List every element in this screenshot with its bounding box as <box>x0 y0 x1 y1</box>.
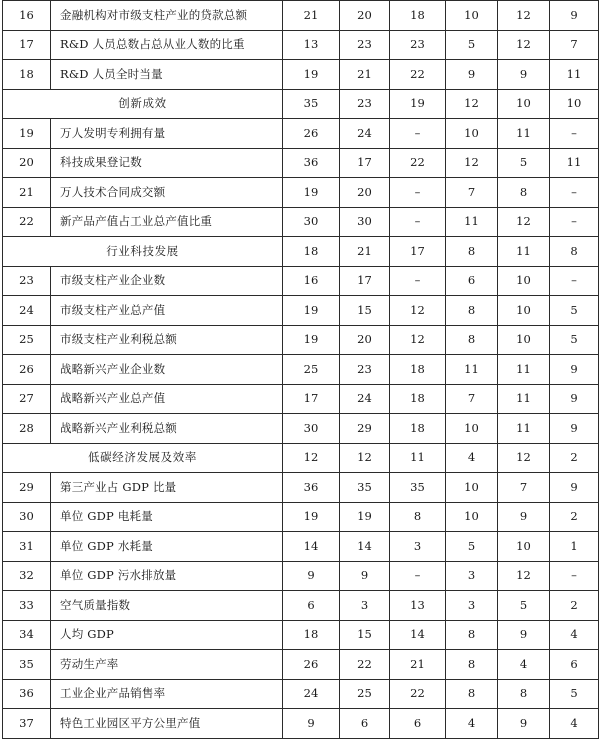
rank-cell: 10 <box>498 296 550 326</box>
rank-cell: 23 <box>340 355 390 385</box>
rank-cell: 8 <box>498 679 550 709</box>
rank-cell: 17 <box>340 148 390 178</box>
indicator-name: R&D 人员全时当量 <box>51 60 283 90</box>
rank-cell: 18 <box>283 237 340 267</box>
indicator-name: 市级支柱产业总产值 <box>51 296 283 326</box>
rank-cell: 12 <box>498 443 550 473</box>
rank-cell: 9 <box>498 60 550 90</box>
rank-cell: 11 <box>498 355 550 385</box>
rank-cell: 9 <box>550 414 599 444</box>
indicator-row <box>3 650 599 680</box>
rank-cell: 19 <box>283 296 340 326</box>
rank-cell: 10 <box>446 119 498 149</box>
rank-cell: 12 <box>390 325 446 355</box>
rank-cell: 17 <box>340 266 390 296</box>
rank-cell: 17 <box>283 384 340 414</box>
rank-cell: 9 <box>283 561 340 591</box>
indicator-name: 工业企业产品销售率 <box>51 679 283 709</box>
rank-cell: 12 <box>283 443 340 473</box>
rank-cell: 22 <box>340 650 390 680</box>
rank-cell: 20 <box>340 178 390 208</box>
rank-cell: 10 <box>446 473 498 503</box>
rank-cell: 21 <box>340 237 390 267</box>
rank-cell: 9 <box>340 561 390 591</box>
indicator-name: 单位 GDP 污水排放量 <box>51 561 283 591</box>
category-row <box>3 89 599 119</box>
rank-cell: 17 <box>390 237 446 267</box>
indicator-row <box>3 207 599 237</box>
rank-cell: – <box>390 561 446 591</box>
indicator-name: 单位 GDP 水耗量 <box>51 532 283 562</box>
rank-cell: 21 <box>283 1 340 31</box>
rank-cell: 18 <box>390 355 446 385</box>
rank-cell: 10 <box>498 325 550 355</box>
rank-cell: 10 <box>446 502 498 532</box>
rank-cell: 11 <box>498 119 550 149</box>
rank-cell: 29 <box>340 414 390 444</box>
category-name: 低碳经济发展及效率 <box>3 443 283 473</box>
rank-cell: – <box>550 119 599 149</box>
indicator-row <box>3 384 599 414</box>
rank-cell: 10 <box>498 89 550 119</box>
indicator-number: 34 <box>3 620 51 650</box>
indicator-number: 27 <box>3 384 51 414</box>
rank-cell: 7 <box>550 30 599 60</box>
rank-cell: 19 <box>390 89 446 119</box>
rank-cell: 24 <box>283 679 340 709</box>
indicator-name: 人均 GDP <box>51 620 283 650</box>
rank-cell: 18 <box>390 1 446 31</box>
rank-cell: 24 <box>340 384 390 414</box>
indicator-row <box>3 561 599 591</box>
rank-cell: 20 <box>340 1 390 31</box>
rank-cell: 9 <box>283 709 340 739</box>
indicator-number: 36 <box>3 679 51 709</box>
rank-cell: 21 <box>390 650 446 680</box>
rank-cell: 9 <box>498 620 550 650</box>
table-body <box>3 1 599 739</box>
rank-cell: 6 <box>283 591 340 621</box>
rank-cell: 10 <box>498 532 550 562</box>
rank-cell: 23 <box>340 89 390 119</box>
indicator-name: 劳动生产率 <box>51 650 283 680</box>
indicator-number: 37 <box>3 709 51 739</box>
rank-cell: 7 <box>446 178 498 208</box>
rank-cell: 18 <box>283 620 340 650</box>
rank-cell: 25 <box>340 679 390 709</box>
indicator-row <box>3 532 599 562</box>
indicator-row <box>3 620 599 650</box>
rank-cell: – <box>550 178 599 208</box>
rank-cell: 5 <box>498 591 550 621</box>
rank-cell: 35 <box>340 473 390 503</box>
rank-cell: – <box>390 119 446 149</box>
rank-cell: 6 <box>446 266 498 296</box>
indicator-name: 万人发明专利拥有量 <box>51 119 283 149</box>
rank-cell: 10 <box>550 89 599 119</box>
indicator-name: 特色工业园区平方公里产值 <box>51 709 283 739</box>
rank-cell: – <box>550 561 599 591</box>
rank-cell: 11 <box>498 384 550 414</box>
rank-cell: 13 <box>283 30 340 60</box>
rank-cell: 10 <box>498 266 550 296</box>
indicator-row <box>3 178 599 208</box>
rank-cell: 11 <box>550 148 599 178</box>
indicator-row <box>3 1 599 31</box>
indicator-name: 战略新兴产业企业数 <box>51 355 283 385</box>
rank-cell: 9 <box>498 502 550 532</box>
indicator-number: 24 <box>3 296 51 326</box>
rank-cell: 12 <box>498 561 550 591</box>
indicator-number: 23 <box>3 266 51 296</box>
rank-cell: 9 <box>550 384 599 414</box>
indicator-number: 30 <box>3 502 51 532</box>
rank-cell: 2 <box>550 591 599 621</box>
indicator-row <box>3 119 599 149</box>
rank-cell: 8 <box>390 502 446 532</box>
rank-cell: 19 <box>283 178 340 208</box>
rank-cell: 8 <box>498 178 550 208</box>
rank-cell: 3 <box>446 591 498 621</box>
rank-cell: 3 <box>390 532 446 562</box>
rank-cell: 36 <box>283 148 340 178</box>
rank-cell: 8 <box>446 237 498 267</box>
rank-cell: 23 <box>390 30 446 60</box>
rank-cell: 26 <box>283 119 340 149</box>
rank-cell: – <box>390 266 446 296</box>
indicator-number: 17 <box>3 30 51 60</box>
rank-cell: 5 <box>550 679 599 709</box>
rank-cell: 18 <box>390 384 446 414</box>
rank-cell: 5 <box>446 30 498 60</box>
indicator-row <box>3 502 599 532</box>
rank-cell: 4 <box>498 650 550 680</box>
rank-cell: 36 <box>283 473 340 503</box>
category-name: 创新成效 <box>3 89 283 119</box>
rank-cell: 22 <box>390 60 446 90</box>
rank-cell: 23 <box>340 30 390 60</box>
indicator-row <box>3 414 599 444</box>
rank-cell: 4 <box>446 443 498 473</box>
rank-cell: 12 <box>446 148 498 178</box>
indicator-name: R&D 人员总数占总从业人数的比重 <box>51 30 283 60</box>
indicator-name: 单位 GDP 电耗量 <box>51 502 283 532</box>
rank-cell: 9 <box>550 473 599 503</box>
indicator-name: 空气质量指数 <box>51 591 283 621</box>
category-row <box>3 237 599 267</box>
rank-cell: 4 <box>550 620 599 650</box>
rank-cell: 5 <box>498 148 550 178</box>
rank-cell: 8 <box>446 650 498 680</box>
rank-cell: 9 <box>446 60 498 90</box>
indicator-row <box>3 709 599 739</box>
indicator-number: 21 <box>3 178 51 208</box>
rank-cell: 20 <box>340 325 390 355</box>
indicator-name: 科技成果登记数 <box>51 148 283 178</box>
rank-cell: 13 <box>390 591 446 621</box>
rank-cell: 12 <box>446 89 498 119</box>
indicator-row <box>3 591 599 621</box>
rank-cell: 9 <box>498 709 550 739</box>
indicator-name: 金融机构对市级支柱产业的贷款总额 <box>51 1 283 31</box>
indicator-row <box>3 30 599 60</box>
rank-cell: 14 <box>283 532 340 562</box>
indicator-number: 19 <box>3 119 51 149</box>
rank-cell: 11 <box>550 60 599 90</box>
indicator-row <box>3 148 599 178</box>
rank-cell: 12 <box>498 30 550 60</box>
rank-cell: 26 <box>283 650 340 680</box>
rank-cell: 25 <box>283 355 340 385</box>
rank-cell: 18 <box>390 414 446 444</box>
indicator-number: 25 <box>3 325 51 355</box>
rank-cell: 8 <box>446 620 498 650</box>
rank-cell: 12 <box>390 296 446 326</box>
rank-cell: 1 <box>550 532 599 562</box>
indicator-row <box>3 473 599 503</box>
indicator-number: 33 <box>3 591 51 621</box>
indicator-name: 第三产业占 GDP 比量 <box>51 473 283 503</box>
rank-cell: 19 <box>283 502 340 532</box>
indicator-name: 战略新兴产业总产值 <box>51 384 283 414</box>
rank-cell: 24 <box>340 119 390 149</box>
indicator-number: 29 <box>3 473 51 503</box>
rank-cell: 8 <box>446 679 498 709</box>
rank-cell: 6 <box>550 650 599 680</box>
rank-cell: 6 <box>340 709 390 739</box>
rank-cell: 5 <box>550 325 599 355</box>
rank-cell: 2 <box>550 502 599 532</box>
rank-cell: – <box>550 207 599 237</box>
rank-cell: 15 <box>340 620 390 650</box>
rank-cell: 35 <box>390 473 446 503</box>
rank-cell: 21 <box>340 60 390 90</box>
rank-cell: 9 <box>550 1 599 31</box>
rank-cell: 8 <box>550 237 599 267</box>
indicator-number: 35 <box>3 650 51 680</box>
rank-cell: 4 <box>550 709 599 739</box>
rank-cell: 6 <box>390 709 446 739</box>
indicator-row <box>3 325 599 355</box>
rank-cell: 2 <box>550 443 599 473</box>
rank-cell: 11 <box>498 237 550 267</box>
rank-cell: 12 <box>498 207 550 237</box>
indicator-name: 市级支柱产业企业数 <box>51 266 283 296</box>
rank-cell: 30 <box>340 207 390 237</box>
rank-cell: 14 <box>340 532 390 562</box>
rank-cell: 4 <box>446 709 498 739</box>
rank-cell: 5 <box>446 532 498 562</box>
indicator-number: 22 <box>3 207 51 237</box>
indicator-row <box>3 679 599 709</box>
rank-cell: 8 <box>446 325 498 355</box>
indicator-row <box>3 266 599 296</box>
rank-cell: 7 <box>498 473 550 503</box>
rank-cell: 19 <box>283 60 340 90</box>
indicator-number: 18 <box>3 60 51 90</box>
rank-cell: 7 <box>446 384 498 414</box>
indicator-number: 31 <box>3 532 51 562</box>
rank-cell: 15 <box>340 296 390 326</box>
rank-cell: 30 <box>283 207 340 237</box>
rank-cell: 19 <box>340 502 390 532</box>
indicator-name: 新产品产值占工业总产值比重 <box>51 207 283 237</box>
rank-cell: 11 <box>390 443 446 473</box>
indicator-number: 26 <box>3 355 51 385</box>
indicator-name: 市级支柱产业利税总额 <box>51 325 283 355</box>
rank-cell: 14 <box>390 620 446 650</box>
rank-cell: 11 <box>446 355 498 385</box>
rank-cell: 9 <box>550 355 599 385</box>
indicator-name: 万人技术合同成交额 <box>51 178 283 208</box>
rank-cell: 12 <box>498 1 550 31</box>
indicator-name: 战略新兴产业利税总额 <box>51 414 283 444</box>
rank-cell: 3 <box>446 561 498 591</box>
rank-cell: 10 <box>446 414 498 444</box>
rank-cell: 30 <box>283 414 340 444</box>
rank-cell: 3 <box>340 591 390 621</box>
indicator-number: 28 <box>3 414 51 444</box>
rank-cell: – <box>550 266 599 296</box>
indicator-number: 16 <box>3 1 51 31</box>
indicator-number: 32 <box>3 561 51 591</box>
category-row <box>3 443 599 473</box>
rank-cell: 11 <box>446 207 498 237</box>
indicator-row <box>3 355 599 385</box>
rank-cell: 35 <box>283 89 340 119</box>
rank-cell: 11 <box>498 414 550 444</box>
rank-cell: – <box>390 207 446 237</box>
rank-cell: 12 <box>340 443 390 473</box>
rank-cell: 8 <box>446 296 498 326</box>
category-name: 行业科技发展 <box>3 237 283 267</box>
indicator-row <box>3 296 599 326</box>
rank-cell: 22 <box>390 679 446 709</box>
rank-cell: 16 <box>283 266 340 296</box>
indicator-row <box>3 60 599 90</box>
indicator-ranking-table <box>2 0 599 739</box>
rank-cell: 22 <box>390 148 446 178</box>
rank-cell: 19 <box>283 325 340 355</box>
rank-cell: – <box>390 178 446 208</box>
rank-cell: 10 <box>446 1 498 31</box>
rank-cell: 5 <box>550 296 599 326</box>
indicator-number: 20 <box>3 148 51 178</box>
